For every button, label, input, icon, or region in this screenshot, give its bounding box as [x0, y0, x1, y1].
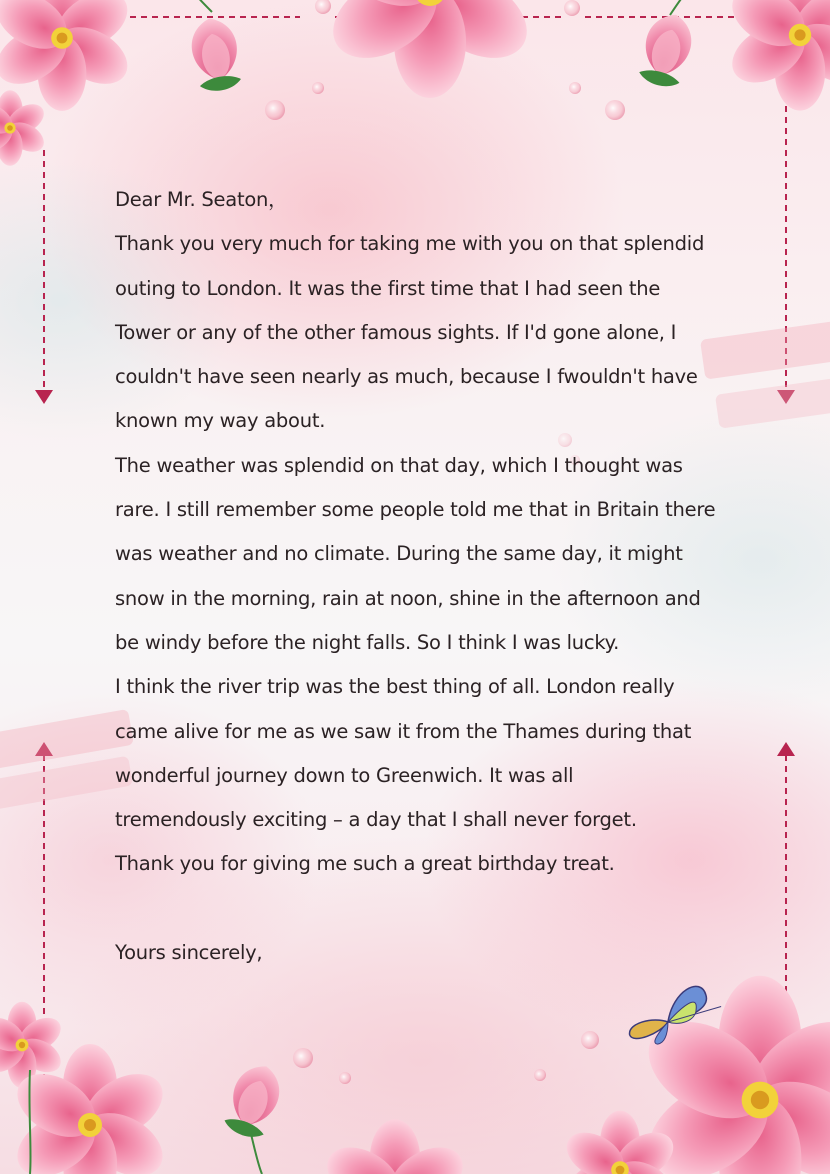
letter-line: Thank you for giving me such a great birthday treat.	[115, 852, 615, 876]
letter-line: rare. I still remember some people told me that in Britain there	[115, 498, 716, 522]
letter-line: Thank you very much for taking me with you on that splendid	[115, 232, 705, 256]
spacer	[115, 887, 725, 931]
letter-line: I think the river trip was the best thing of all. London really	[115, 675, 675, 699]
flower-icon	[0, 0, 830, 166]
letter-line: came alive for me as we saw it from the Thames during that	[115, 719, 692, 743]
letter-line: The weather was splendid on that day, which I thought was	[115, 453, 683, 477]
letter-body	[115, 178, 725, 975]
letter-line: couldn't have seen nearly as much, because I fwouldn't have	[115, 365, 698, 389]
letter-line: was weather and no climate. During the same day, it might	[115, 542, 683, 566]
letter-line: wonderful journey down to Greenwich. It was all	[115, 763, 574, 787]
arrow-up-icon	[777, 742, 795, 756]
arrow-down-icon	[35, 390, 53, 404]
letter-line: be windy before the night falls. So I think I was lucky.	[115, 630, 620, 654]
letter-line: snow in the morning, rain at noon, shine in the afternoon and	[115, 586, 701, 610]
closing: Yours sincerely,	[115, 941, 263, 965]
letter-line: Tower or any of the other famous sights. If I'd gone alone, I	[115, 320, 677, 344]
letter-line: tremendously exciting – a day that I shall never forget.	[115, 808, 637, 832]
salutation: Dear Mr. Seaton，	[115, 188, 288, 211]
letter-line: outing to London. It was the first time that I had seen the	[115, 276, 661, 300]
letter-line: known my way about.	[115, 409, 326, 433]
flower-icon	[0, 976, 830, 1174]
